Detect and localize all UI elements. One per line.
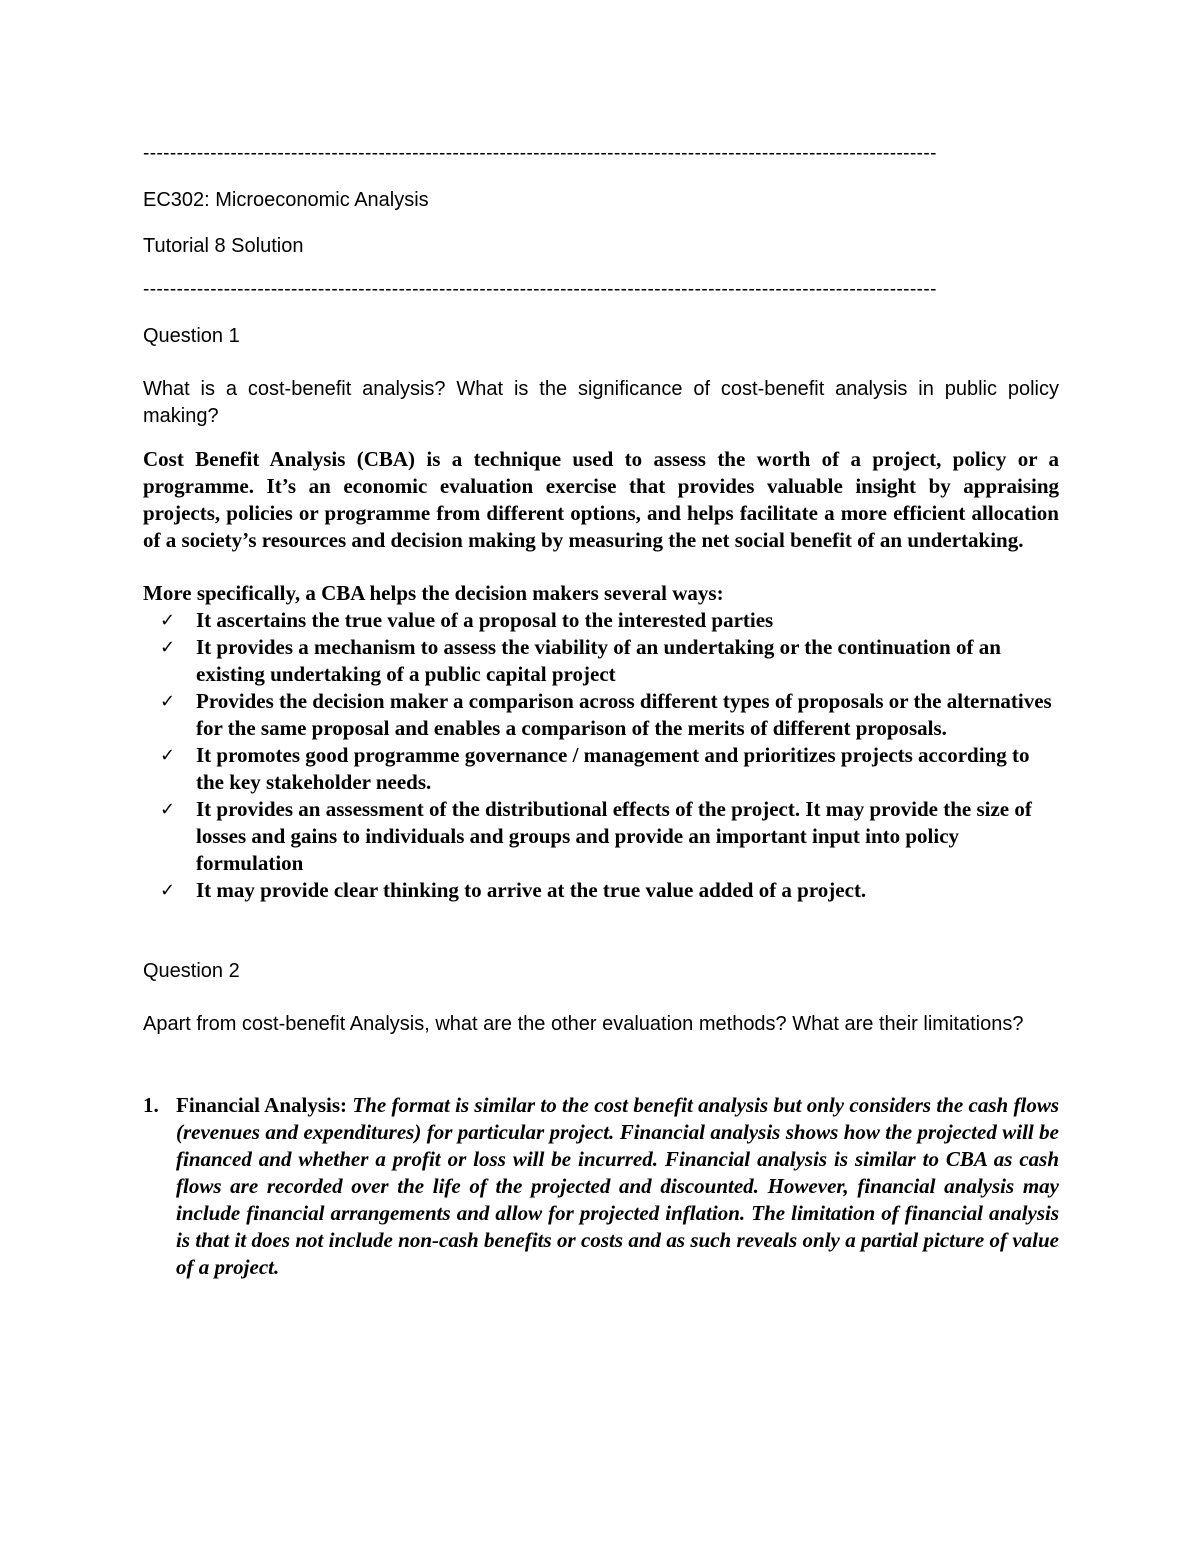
method-term: Financial Analysis: xyxy=(176,1093,348,1117)
separator-rule-bottom: ---------------------------------------------------------------------------------------------------------------------- xyxy=(143,279,937,300)
question-2-prompt: Apart from cost-benefit Analysis, what are the other evaluation methods? What are their limitations? xyxy=(143,1013,1024,1035)
document-page xyxy=(143,140,1059,1281)
checkmark-icon: ✓ xyxy=(160,799,176,820)
checklist-item xyxy=(143,688,1059,742)
question-2-heading: Question 2 xyxy=(143,960,240,982)
question-1-prompt: What is a cost-benefit analysis? What is the significance of cost-benefit analysis in public policy making? xyxy=(143,378,1059,427)
checkmark-icon: ✓ xyxy=(160,691,176,712)
checklist-item xyxy=(143,742,1059,796)
checkmark-icon: ✓ xyxy=(160,745,176,766)
checklist-item-text: It may provide clear thinking to arrive at the true value added of a project. xyxy=(196,878,867,902)
checklist-item-text: It promotes good programme governance / management and prioritizes projects according to the key stakeholder needs. xyxy=(196,743,1030,794)
separator-rule-top: ---------------------------------------------------------------------------------------------------------------------- xyxy=(143,143,937,164)
question-1-answer: Cost Benefit Analysis (CBA) is a technique used to assess the worth of a project, policy or a programme. It’s an economic evaluation exercise that provides valuable insight by appraising projects, policies or programme from different options, and helps facilitate a more efficient allocation of a society’s resources and decision making by measuring the net social benefit of an undertaking. xyxy=(143,447,1059,552)
item-number: 1. xyxy=(143,1093,159,1117)
benefits-checklist xyxy=(143,607,1059,904)
course-title: EC302: Microeconomic Analysis xyxy=(143,189,429,211)
method-description: The format is similar to the cost benefit analysis but only considers the cash flows (revenues and expenditures) for particular project. Financial analysis shows how the projected will be financed and whether a profit or loss will be incurred. Financial analysis is similar to CBA as cash flows are recorded over the life of the projected and discounted. However, financial analysis may include financial arrangements and allow for projected inflation. The limitation of financial analysis is that it does not include non-cash benefits or costs and as such reveals only a partial picture of value of a project. xyxy=(176,1093,1059,1279)
checklist-item-text: Provides the decision maker a comparison across different types of proposals or the alternatives for the same proposal and enables a comparison of the merits of different proposals. xyxy=(196,689,1052,740)
checklist-item xyxy=(143,607,1059,634)
checkmark-icon: ✓ xyxy=(160,880,176,901)
checklist-item-text: It provides an assessment of the distributional effects of the project. It may provide the size of losses and gains to individuals and groups and provide an important input into policy formulation xyxy=(196,797,1032,875)
checklist-item xyxy=(143,796,1059,877)
document-subtitle: Tutorial 8 Solution xyxy=(143,235,304,257)
checklist-item-text: It ascertains the true value of a proposal to the interested parties xyxy=(196,608,774,632)
evaluation-method-item xyxy=(143,1092,1059,1281)
checklist-item-text: It provides a mechanism to assess the viability of an undertaking or the continuation of an existing undertaking of a public capital project xyxy=(196,635,1001,686)
checkmark-icon: ✓ xyxy=(160,610,176,631)
checkmark-icon: ✓ xyxy=(160,637,176,658)
item-body xyxy=(176,1092,1059,1281)
checklist-intro: More specifically, a CBA helps the decision makers several ways: xyxy=(143,581,724,605)
question-1-heading: Question 1 xyxy=(143,325,240,347)
checklist-item xyxy=(143,634,1059,688)
checklist-item xyxy=(143,877,1059,904)
